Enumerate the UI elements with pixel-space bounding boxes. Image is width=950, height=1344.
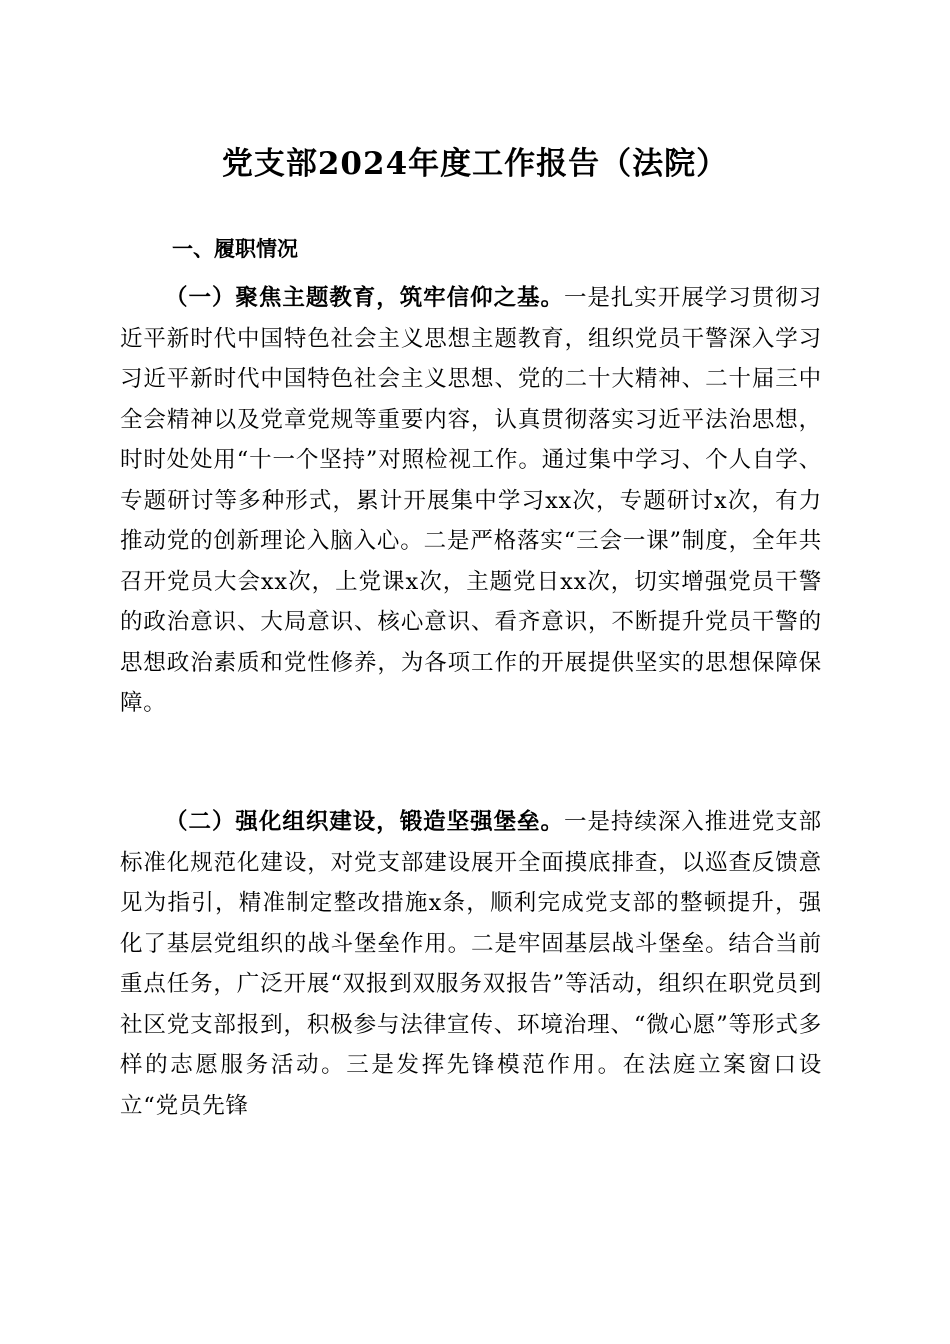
paragraph-2-text: 一是持续深入推进党支部标准化规范化建设，对党支部建设展开全面摸底排查，以巡查反馈意见为指引，精准制定整改措施x条，顺利完成党支部的整顿提升，强化了基层党组织的战斗堡垒作用。二是牢固基层战斗堡垒。结合当前重点任务，广泛开展“双报到双服务双报告”等活动，组织在职党员到社区党支部报到，积极参与法律宣传、环境治理、“微心愿”等形式多样的志愿服务活动。三是发挥先锋模范作用。在法庭立案窗口设立“党员先锋 <box>120 809 822 1119</box>
paragraph-1 <box>120 278 822 724</box>
document-title: 党支部2024年度工作报告（法院） <box>221 146 729 182</box>
paragraph-2-subtitle: （二）强化组织建设，锻造坚强堡垒。 <box>165 809 564 835</box>
paragraph-1-subtitle: （一）聚焦主题教育，筑牢信仰之基。 <box>165 285 564 311</box>
paragraph-1-text: 一是扎实开展学习贯彻习近平新时代中国特色社会主义思想主题教育，组织党员干警深入学习习近平新时代中国特色社会主义思想、党的二十大精神、二十届三中全会精神以及党章党规等重要内容，认真贯彻落实习近平法治思想，时时处处用“十一个坚持”对照检视工作。通过集中学习、个人自学、专题研讨等多种形式，累计开展集中学习xx次，专题研讨x次，有力推动党的创新理论入脑入心。二是严格落实“三会一课”制度，全年共召开党员大会xx次，上党课x次，主题党日xx次，切实增强党员干警的政治意识、大局意识、核心意识、看齐意识，不断提升党员干警的思想政治素质和党性修养，为各项工作的开展提供坚实的思想保障保障。 <box>120 285 822 716</box>
section-heading: 一、履职情况 <box>172 237 298 261</box>
paragraph-2 <box>120 802 822 1126</box>
